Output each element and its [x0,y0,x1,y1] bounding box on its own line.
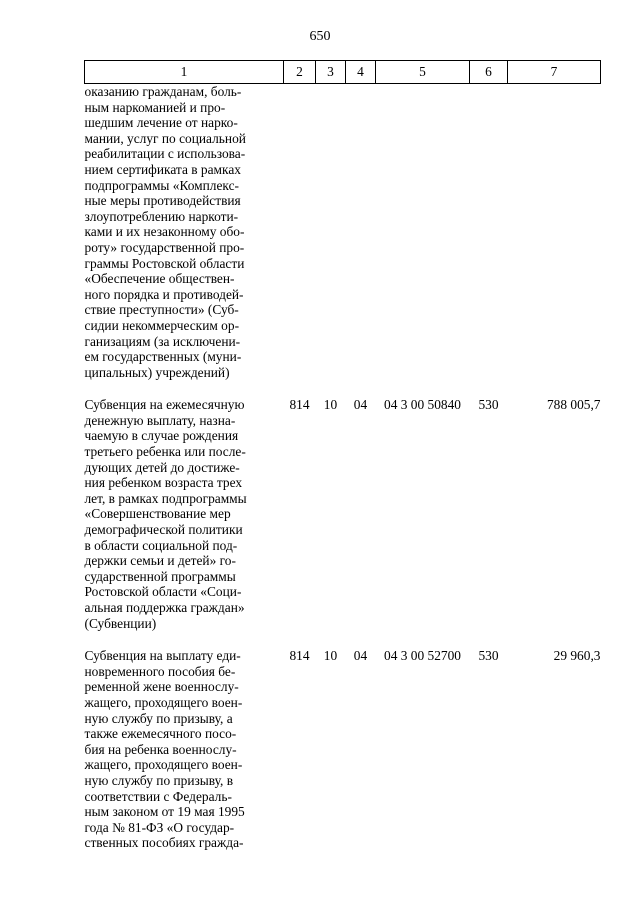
desc-line: ременной жене военнослу- [84,679,239,695]
col-header-7: 7 [508,61,601,84]
desc-line: сидии некоммерческим ор- [84,317,240,333]
cell-ministry-code: 814 [289,397,310,413]
col-header-2: 2 [284,61,316,84]
desc-line: нием сертификата в рамках [84,161,241,177]
desc-line: жащего, проходящего воен- [84,757,243,773]
desc-line: жащего, проходящего воен- [84,694,243,710]
desc-line: ным законом от 19 мая 1995 [84,804,245,820]
desc-line: ками и их незаконному обо- [84,224,245,240]
col-header-6: 6 [470,61,508,84]
desc-line: мании, услуг по социальной [84,130,246,146]
cell-subsection [346,84,376,381]
row-description [85,84,284,381]
desc-line: лет, в рамках подпрограммы [84,490,247,506]
desc-line: Субвенция на выплату еди- [84,648,241,664]
desc-line: Субвенция на ежемесячную [84,397,245,413]
cell-ministry-code: 814 [289,648,310,664]
cell-section: 10 [323,397,338,413]
desc-line: ную службу по призыву, в [84,772,234,788]
cell-target-article [376,84,470,381]
desc-line: (Субвенции) [84,615,157,631]
desc-line: Ростовской области «Соци- [84,584,242,600]
desc-line: роту» государственной про- [84,239,245,255]
desc-line: ствие преступности» (Суб- [84,302,239,318]
desc-line: подпрограммы «Комплекс- [84,177,240,193]
table-row [85,84,601,381]
desc-line: реабилитации с использова- [84,146,246,162]
desc-line: сударственной программы [84,568,236,584]
cell-amount: 29 960,3 [553,648,601,664]
cell-expense-type [470,84,508,381]
cell-section: 10 [323,648,338,664]
col-header-4: 4 [346,61,376,84]
page-number: 650 [309,29,331,44]
cell-subsection: 04 [353,397,368,413]
desc-line: альная поддержка граждан» [84,600,245,615]
desc-line: ного порядка и противодей- [84,286,244,302]
desc-line: дующих детей до достиже- [84,459,240,475]
desc-line: ния ребенком возраста трех [84,475,243,491]
desc-line: граммы Ростовской области [84,255,245,271]
desc-line: злоупотреблению наркоти- [84,208,239,224]
col-header-3: 3 [316,61,346,84]
table-row [85,397,601,631]
desc-line: демографической политики [84,522,243,538]
desc-line: третьего ребенка или после- [84,444,246,460]
cell-section [316,84,346,381]
budget-table [84,60,601,851]
desc-line: ную службу по призыву, а [84,710,233,726]
desc-line: ным наркоманией и про- [84,99,226,115]
desc-line: ципальных) учреждений) [84,364,230,380]
desc-line: шедшим лечение от нарко- [84,115,238,131]
desc-line: новременного пособия бе- [84,663,236,679]
row-description [85,397,284,631]
cell-expense-type: 530 [478,397,499,413]
desc-line: оказанию гражданам, боль- [84,84,242,99]
cell-subsection: 04 [353,648,368,664]
cell-target-article: 04 3 00 50840 [384,397,461,413]
row-description [85,648,284,851]
desc-line: года № 81-ФЗ «О государ- [84,819,235,835]
desc-line: «Обеспечение обществен- [84,271,235,287]
col-header-1: 1 [85,61,284,84]
desc-line: соответствии с Федераль- [84,788,232,804]
desc-line: чаемую в случае рождения [84,428,239,444]
desc-line: «Совершенствование мер [84,506,231,522]
desc-line: ем государственных (муни- [84,349,242,365]
table-row [85,648,601,851]
col-header-5: 5 [376,61,470,84]
cell-expense-type: 530 [478,648,499,664]
cell-amount: 788 005,7 [546,397,601,413]
desc-line: денежную выплату, назна- [84,412,236,428]
cell-amount [508,84,601,381]
desc-line: держки семьи и детей» го- [84,553,236,569]
cell-target-article: 04 3 00 52700 [384,648,461,664]
table-header-row [85,61,601,84]
desc-line: также ежемесячного посо- [84,726,237,742]
desc-line: ственных пособиях гражда- [84,835,244,851]
desc-line: бия на ребенка военнослу- [84,741,237,757]
desc-line: ные меры противодействия [84,193,241,209]
desc-line: ганизациям (за исключени- [84,333,241,349]
cell-ministry-code [284,84,316,381]
desc-line: в области социальной под- [84,537,238,553]
